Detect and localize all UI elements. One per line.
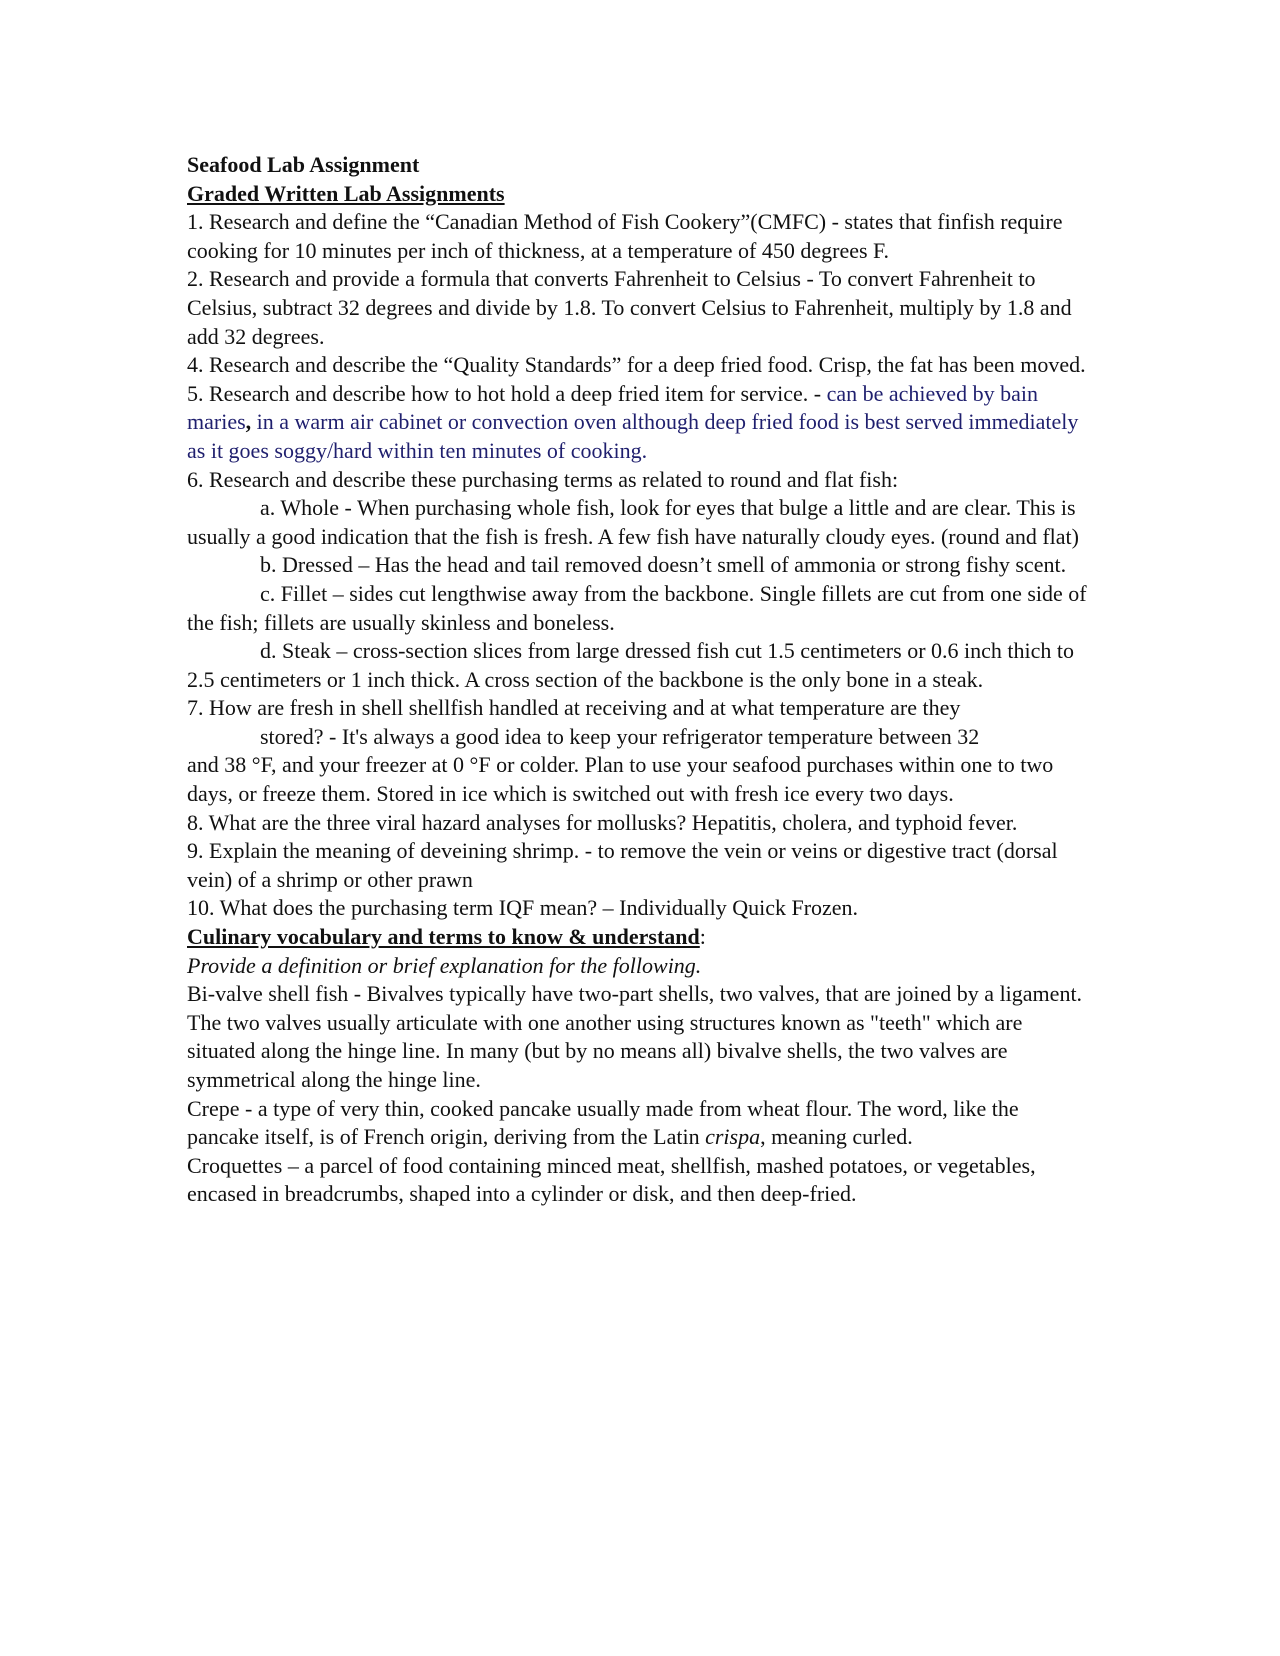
question-6a-whole: a. Whole - When purchasing whole fish, look for eyes that bulge a little and are clear. This is usually a good indication that the fish is fresh. A few fish have naturally cloudy eyes. (round and flat) [187,495,1079,549]
question-7 [187,694,1092,808]
question-5-answer-part-b: in a warm air cabinet or convection oven although deep fried food is best served immediately as it goes soggy/hard within ten minutes of cooking. [187,409,1079,463]
section-heading-graded-assignments: Graded Written Lab Assignments [187,180,505,206]
question-10: 10. What does the purchasing term IQF mean? – Individually Quick Frozen. [187,895,859,921]
question-9: 9. Explain the meaning of deveining shrimp. - to remove the vein or veins or digestive tract (dorsal vein) of a shrimp or other prawn [187,838,1058,892]
term-crepe-latin-word: crispa [705,1124,761,1150]
question-1: 1. Research and define the “Canadian Method of Fish Cookery”(CMFC) - states that finfish require cooking for 10 minutes per inch of thickness, at a temperature of 450 degrees F. [187,209,1063,263]
question-6: 6. Research and describe these purchasing terms as related to round and flat fish: [187,466,899,492]
question-6b-dressed: b. Dressed – Has the head and tail removed doesn’t smell of ammonia or strong fishy scent. [260,552,1067,578]
question-7-rest: and 38 °F, and your freezer at 0 °F or colder. Plan to use your seafood purchases within one to two days, or freeze them. Stored in ice which is switched out with fresh ice every two days. [187,752,1054,807]
question-2: 2. Research and provide a formula that converts Fahrenheit to Celsius - To convert Fahrenheit to Celsius, subtract 32 degrees and divide by 1.8. To convert Celsius to Fahrenheit, multiply by 1.8 and add 32 degrees. [187,266,1072,349]
section-heading-vocabulary [187,923,1092,952]
question-5 [187,380,1092,466]
term-croquettes: Croquettes – a parcel of food containing minced meat, shellfish, mashed potatoes, or vegetables, encased in breadcrumbs, shaped into a cylinder or disk, and then deep-fried. [187,1152,1036,1207]
term-bivalve-shellfish: Bi-valve shell fish - Bivalves typically have two-part shells, two valves, that are joined by a ligament. The two valves usually articulate with one another using structures known as "teeth" which are situated along the hinge line. In many (but by no means all) bivalve shells, the two valves are symmetrical along the hinge line. [187,981,1083,1092]
section-instruction: Provide a definition or brief explanation for the following. [187,952,702,978]
document-title: Seafood Lab Assignment [187,152,420,177]
question-8: 8. What are the three viral hazard analyses for mollusks? Hepatitis, cholera, and typhoid fever. [187,809,1018,835]
question-7-line-2: stored? - It's always a good idea to keep your refrigerator temperature between 32 [260,723,980,749]
question-5-text: 5. Research and describe how to hot hold a deep fried item for service. - [187,380,827,406]
section-heading-vocabulary-colon: : [699,924,706,950]
section-heading-vocabulary-text: Culinary vocabulary and terms to know & understand [187,924,700,950]
question-6d-steak: d. Steak – cross-section slices from large dressed fish cut 1.5 centimeters or 0.6 inch thich to 2.5 centimeters or 1 inch thick. A cross section of the backbone is the only bone in a steak. [187,638,1074,692]
document-page [187,151,1092,1209]
question-5-answer-part-a: can be achieved by bain maries [187,380,1038,435]
question-5-comma: , [245,409,252,435]
term-crepe-text-a: Crepe - a type of very thin, cooked pancake usually made from wheat flour. The word, like the pancake itself, is of French origin, deriving from the Latin [187,1095,1019,1150]
term-crepe-text-b: , meaning curled. [760,1124,913,1150]
question-7-line-1: 7. How are fresh in shell shellfish handled at receiving and at what temperature are they [187,695,961,721]
question-4: 4. Research and describe the “Quality Standards” for a deep fried food. Crisp, the fat has been moved. [187,352,1086,378]
term-crepe [187,1095,1092,1152]
question-6c-fillet: c. Fillet – sides cut lengthwise away from the backbone. Single fillets are cut from one side of the fish; fillets are usually skinless and boneless. [187,580,1087,635]
